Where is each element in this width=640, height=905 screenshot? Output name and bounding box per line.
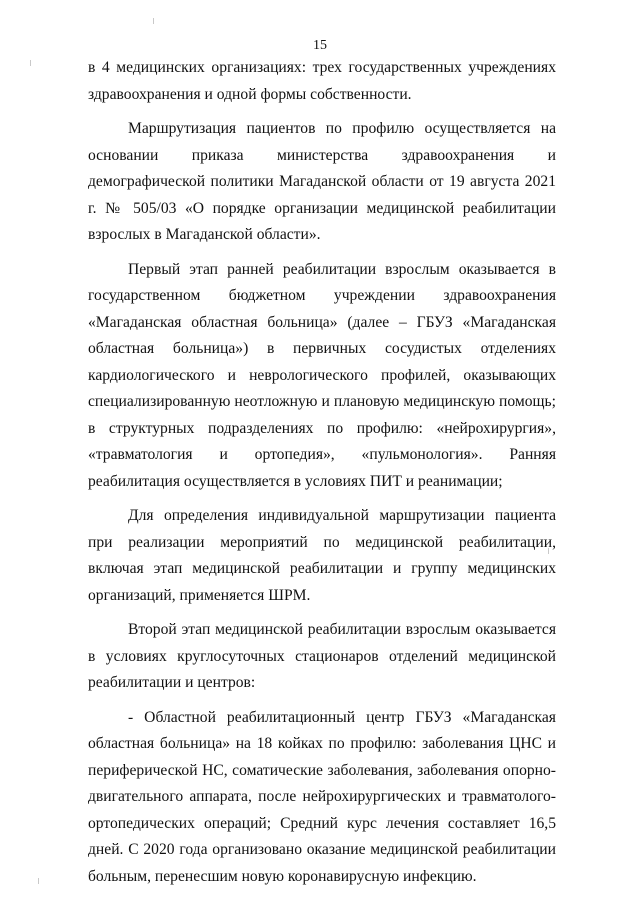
paragraph-rehab-center: - Областной реабилитационный центр ГБУЗ «Магаданская областная больница» на 18 койках по профилю: заболевания ЦНС и периферической НС, соматические заболевания, заболевания опорно-двигательного аппарата, после нейрохирургических и травматолого-ортопедических операций; Средний курс лечения составляет 16,5 дней. С 2020 года организовано оказание медицинской реабилитации больным, перенесшим новую коронавирусную инфекцию. xyxy=(88,708,556,885)
page-number: 15 xyxy=(313,38,327,53)
scan-artifact xyxy=(30,60,31,66)
scan-artifact xyxy=(38,878,39,884)
paragraph-continuation: в 4 медицинских организациях: трех государственных учреждениях здравоохранения и одной формы собственности. xyxy=(88,59,556,103)
paragraph-routing-order: Маршрутизация пациентов по профилю осуществляется на основании приказа министерства здравоохранения и демографической политики Магаданской области от 19 августа 2021 г. № 505/03 «О порядке организации медицинской реабилитации взрослых в Магаданской области». xyxy=(88,120,556,243)
paragraph-shrm: Для определения индивидуальной маршрутизации пациента при реализации мероприятий по медицинской реабилитации, включая этап медицинской реабилитации и группу медицинских организаций, применяется ШРМ. xyxy=(88,507,556,604)
paragraph-first-stage: Первый этап ранней реабилитации взрослым оказывается в государственном бюджетном учреждении здравоохранения «Магаданская областная больница» (далее – ГБУЗ «Магаданская областная больница») в первичных сосудистых отделениях кардиологического и неврологического профилей, оказывающих специализированную неотложную и плановую медицинскую помощь; в структурных подразделениях по профилю: «нейрохирургия», «травматология и ортопедия», «пульмонология». Ранняя реабилитация осуществляется в условиях ПИТ и реанимации; xyxy=(88,260,556,490)
document-body xyxy=(88,55,556,898)
paragraph-second-stage: Второй этап медицинской реабилитации взрослым оказывается в условиях круглосуточных стационаров отделений медицинской реабилитации и центров: xyxy=(88,621,556,691)
scan-artifact xyxy=(153,18,154,24)
